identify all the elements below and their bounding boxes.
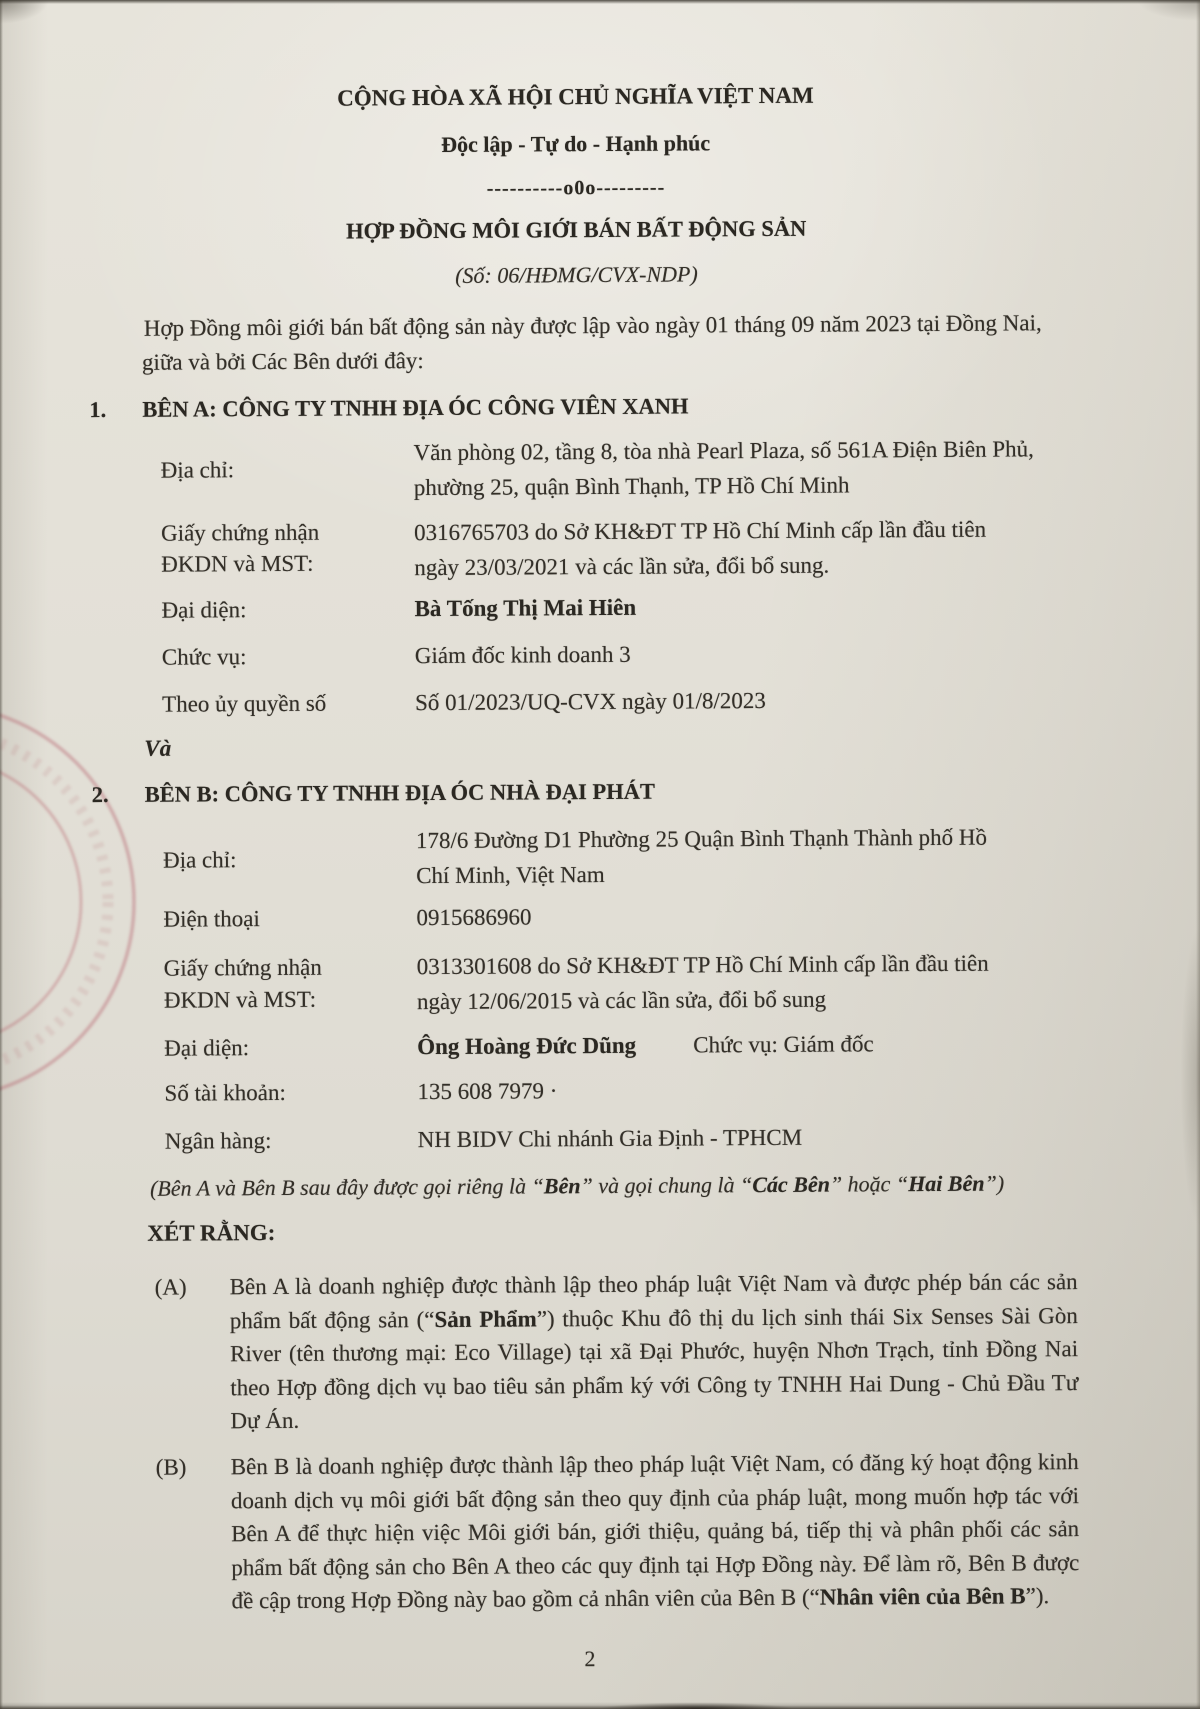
document-number: (Số: 06/HĐMG/CVX-NDP): [455, 261, 698, 288]
joint-note-term-hai-ben: Hai Bên: [908, 1170, 985, 1197]
recital-b-marker: (B): [155, 1454, 187, 1480]
party-b-license-line2: ngày 12/06/2015 và các lần sửa, đổi bổ sung: [416, 986, 827, 1015]
party-a-authorization-value: Số 01/2023/UQ-CVX ngày 01/8/2023: [415, 687, 766, 716]
party-b-license-line1: 0313301608 do Sở KH&ĐT TP Hồ Chí Minh cấp lần đầu tiên: [416, 950, 989, 980]
recital-b-line1: Bên B là doanh nghiệp được thành lập theo pháp luật Việt Nam, có đăng ký hoạt động kinh: [230, 1449, 1079, 1480]
party-a-license-line2: ngày 23/03/2021 và các lần sửa, đổi bổ sung.: [414, 552, 830, 581]
party-a-authorization-label: Theo ủy quyền số: [162, 690, 327, 717]
national-header: CỘNG HÒA XÃ HỘI CHỦ NGHĨA VIỆT NAM: [337, 82, 814, 111]
recital-a-line2: [230, 1299, 1078, 1338]
joint-note-mid2: ” hoặc “: [829, 1171, 909, 1197]
joint-note-term-cac-ben: Các Bên: [752, 1171, 830, 1198]
party-b-account-value: 135 608 7979 ·: [417, 1078, 558, 1105]
page-number: 2: [584, 1646, 596, 1672]
recital-b-line5-pre: đề cập trong Hợp Đồng này bao gồm cả nhân viên của Bên B (“: [231, 1584, 820, 1614]
party-b-rep-value: Ông Hoàng Đức Dũng: [417, 1032, 637, 1060]
divider-ooo: ----------o0o---------: [486, 176, 666, 200]
intro-line-1: Hợp Đồng môi giới bán bất động sản này được lập vào ngày 01 tháng 09 năm 2023 tại Đồng Nai,: [143, 310, 1042, 341]
joint-note-post: ”): [984, 1170, 1005, 1196]
party-b-address-line2: Chí Minh, Việt Nam: [416, 861, 605, 889]
recital-a-line5: Dự Án.: [230, 1407, 300, 1434]
party-b-address-label: Địa chỉ:: [162, 847, 237, 873]
recital-a-line2-pre: phẩm bất động sản (“: [229, 1306, 435, 1333]
recital-b-line2: doanh dịch vụ môi giới bất động sản theo quy định của pháp luật, mong muốn hợp tác với: [230, 1482, 1080, 1513]
party-a-title-label: Chức vụ:: [161, 644, 247, 670]
party-a-address-label: Địa chỉ:: [160, 457, 235, 483]
recital-b-defined-term: Nhân viên của Bên B: [819, 1583, 1026, 1610]
party-b-bank-value: NH BIDV Chi nhánh Gia Định - TPHCM: [417, 1124, 803, 1153]
joint-note-term-ben: Bên: [543, 1173, 581, 1199]
party-a-address-line1: Văn phòng 02, tầng 8, tòa nhà Pearl Plaza, số 561A Điện Biên Phủ,: [413, 436, 1034, 466]
recital-b-line5: [231, 1579, 1079, 1618]
party-a-license-label-1: Giấy chứng nhận: [160, 519, 320, 546]
party-b-rep-label: Đại diện:: [164, 1035, 250, 1061]
party-a-number: 1.: [89, 397, 107, 423]
joint-note-pre: (Bên A và Bên B sau đây được gọi riêng là “: [149, 1173, 544, 1201]
party-a-license-line1: 0316765703 do Sở KH&ĐT TP Hồ Chí Minh cấp lần đầu tiên: [413, 516, 987, 546]
party-a-rep-value: Bà Tống Thị Mai Hiên: [414, 594, 637, 622]
connector-and: Và: [144, 735, 172, 761]
recital-a-line4: theo Hợp đồng dịch vụ bao tiêu sản phẩm ký với Công ty TNHH Hai Dung - Chủ Đầu Tư: [230, 1369, 1079, 1400]
party-a-license-label-2: ĐKDN và MST:: [161, 550, 314, 577]
party-b-rep-title-inline: Chức vụ: Giám đốc: [693, 1031, 874, 1058]
recital-a-line1: Bên A là doanh nghiệp được thành lập theo pháp luật Việt Nam và được phép bán các sản: [229, 1269, 1078, 1300]
party-b-license-label-2: ĐKDN và MST:: [163, 986, 317, 1013]
party-a-rep-label: Đại diện:: [161, 597, 247, 623]
recital-b-line4: phẩm bất động sản cho Bên A theo các quy định tại Hợp Đồng này. Để làm rõ, Bên B được: [231, 1549, 1080, 1580]
joint-note-mid1: ” và gọi chung là “: [580, 1172, 753, 1199]
party-a-heading: BÊN A: CÔNG TY TNHH ĐỊA ÓC CÔNG VIÊN XANH: [142, 393, 689, 422]
party-a-address-line2: phường 25, quận Bình Thạnh, TP Hồ Chí Minh: [413, 472, 850, 501]
recital-b-line5-post: ”).: [1025, 1583, 1050, 1609]
party-a-title-value: Giám đốc kinh doanh 3: [414, 641, 631, 669]
party-b-bank-label: Ngân hàng:: [164, 1128, 272, 1154]
party-b-phone-label: Điện thoại: [163, 906, 260, 932]
party-b-heading: BÊN B: CÔNG TY TNHH ĐỊA ÓC NHÀ ĐẠI PHÁT: [144, 778, 655, 807]
party-b-phone-value: 0915686960: [416, 904, 532, 931]
intro-line-2: giữa và bởi Các Bên dưới đây:: [141, 348, 424, 375]
recital-a-marker: (A): [154, 1274, 187, 1300]
recital-a-defined-term: Sản Phẩm: [434, 1305, 537, 1332]
party-b-license-label-1: Giấy chứng nhận: [163, 954, 322, 981]
document-title: HỢP ĐỒNG MÔI GIỚI BÁN BẤT ĐỘNG SẢN: [345, 215, 807, 244]
recital-a-line3: River (tên thương mại: Eco Village) tại xã Đại Phước, huyện Nhơn Trạch, tỉnh Đồng Nai: [229, 1336, 1079, 1367]
recital-a-line2-post: ”) thuộc Khu đô thị du lịch sinh thái Six Senses Sài Gòn: [536, 1302, 1078, 1331]
recital-a-text: [230, 1265, 1079, 1438]
recital-b-line3: Bên A để thực hiện việc Môi giới bán, giới thiệu, quảng bá, tiếp thị và phân phối các sản: [231, 1516, 1080, 1547]
recitals-heading: XÉT RẰNG:: [147, 1219, 276, 1246]
recital-b-text: [231, 1445, 1080, 1618]
party-b-account-label: Số tài khoản:: [164, 1079, 286, 1106]
party-b-address-line1: 178/6 Đường D1 Phường 25 Quận Bình Thạnh Thành phố Hồ: [415, 824, 988, 854]
joint-definition-note: [150, 1167, 1004, 1206]
national-motto: Độc lập - Tự do - Hạnh phúc: [441, 130, 711, 157]
party-b-number: 2.: [91, 782, 109, 808]
